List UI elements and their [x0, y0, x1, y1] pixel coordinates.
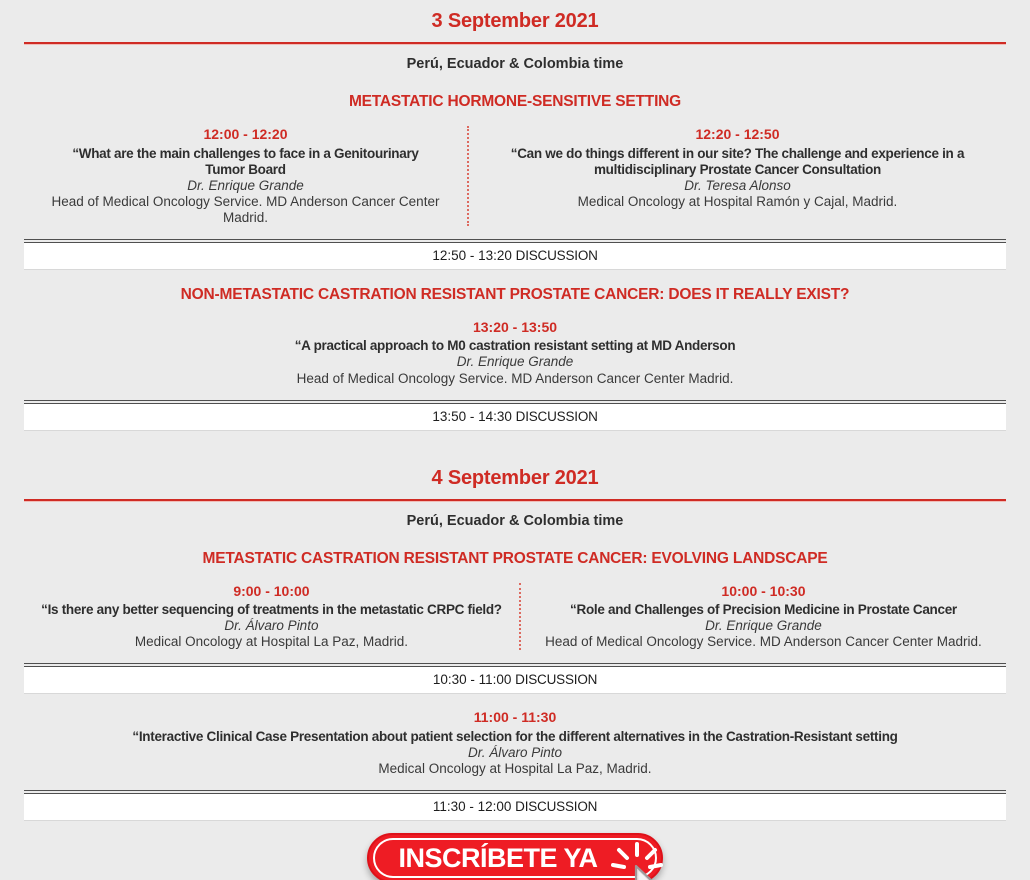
- session-card: [469, 126, 1006, 226]
- session-time: 13:20 - 13:50: [472, 318, 558, 335]
- session-time: 12:20 - 12:50: [695, 126, 780, 142]
- session-affiliation: Medical Oncology at Hospital Ramón y Cajal, Madrid.: [577, 193, 898, 209]
- session-title: “What are the main challenges to face in a Genitourinary Tumor Board: [72, 145, 419, 177]
- session-time: 10:00 - 10:30: [721, 582, 806, 599]
- date-heading-day1: 3 September 2021: [431, 10, 599, 32]
- session-affiliation: Medical Oncology at Hospital La Paz, Madrid.: [134, 634, 409, 650]
- session-speaker: Dr. Álvaro Pinto: [224, 618, 319, 634]
- session-speaker: Dr. Teresa Alonso: [684, 177, 791, 193]
- session-title: “Is there any better sequencing of treatments in the metastatic CRPC field?: [41, 602, 502, 618]
- session-title: “Role and Challenges of Precision Medicine in Prostate Cancer: [570, 602, 957, 618]
- session-time: 12:00 - 12:20: [203, 126, 288, 142]
- session-title: “A practical approach to M0 castration resistant setting at MD Anderson: [294, 338, 736, 354]
- session-row-day2: [24, 583, 1006, 651]
- session-affiliation: Head of Medical Oncology Service. MD Anderson Cancer Center Madrid.: [51, 193, 440, 225]
- discussion-time: 10:30 - 11:00: [432, 672, 512, 688]
- session-card: [521, 583, 1006, 651]
- cta-row: [0, 833, 1030, 880]
- discussion-time: 12:50 - 13:20: [432, 247, 512, 263]
- discussion-bar: [24, 663, 1006, 694]
- session-affiliation: Head of Medical Oncology Service. MD Anderson Cancer Center Madrid.: [545, 634, 982, 650]
- section-heading-mhss: METASTATIC HORMONE-SENSITIVE SETTING: [348, 93, 682, 110]
- red-divider: [24, 499, 1006, 502]
- session-card: [24, 709, 1006, 777]
- session-speaker: Dr. Álvaro Pinto: [467, 745, 563, 761]
- session-title: “Interactive Clinical Case Presentation about patient selection for the different alternatives in the Castration-Resistant setting: [132, 729, 898, 745]
- discussion-bar: [24, 400, 1006, 431]
- discussion-label: DISCUSSION: [515, 672, 598, 688]
- red-divider: [24, 42, 1006, 45]
- session-card: [24, 126, 467, 226]
- discussion-bar: [24, 790, 1006, 821]
- discussion-label: DISCUSSION: [515, 247, 598, 263]
- session-speaker: Dr. Enrique Grande: [705, 618, 822, 634]
- session-card: [24, 319, 1006, 387]
- timezone-label-day1: Perú, Ecuador & Colombia time: [406, 56, 624, 72]
- session-card: [24, 583, 519, 651]
- inscribete-button-label: INSCRÍBETE YA: [398, 842, 598, 873]
- discussion-bar: [24, 239, 1006, 270]
- section-heading-mcrpc: METASTATIC CASTRATION RESISTANT PROSTATE CANCER: EVOLVING LANDSCAPE: [202, 549, 828, 567]
- session-speaker: Dr. Enrique Grande: [456, 354, 574, 370]
- discussion-time: 11:30 - 12:00: [432, 799, 512, 815]
- inscribete-button[interactable]: [367, 833, 663, 880]
- discussion-time: 13:50 - 14:30: [432, 408, 512, 424]
- session-time: 9:00 - 10:00: [233, 582, 310, 599]
- discussion-label: DISCUSSION: [515, 799, 598, 815]
- discussion-label: DISCUSSION: [515, 408, 598, 424]
- session-title: “Can we do things different in our site? The challenge and experience in a multidisciplinary Prostate Cancer Consultation: [510, 145, 965, 177]
- session-affiliation: Head of Medical Oncology Service. MD Anderson Cancer Center Madrid.: [296, 370, 734, 386]
- section-heading-nmcrpc: NON-METASTATIC CASTRATION RESISTANT PROSTATE CANCER: DOES IT REALLY EXIST?: [180, 285, 850, 303]
- timezone-label-day2: Perú, Ecuador & Colombia time: [406, 512, 624, 529]
- session-time: 11:00 - 11:30: [473, 709, 557, 726]
- session-row-day1: [24, 126, 1006, 226]
- session-affiliation: Medical Oncology at Hospital La Paz, Madrid.: [378, 761, 652, 777]
- date-heading-day2: 4 September 2021: [431, 466, 599, 489]
- session-speaker: Dr. Enrique Grande: [187, 177, 304, 193]
